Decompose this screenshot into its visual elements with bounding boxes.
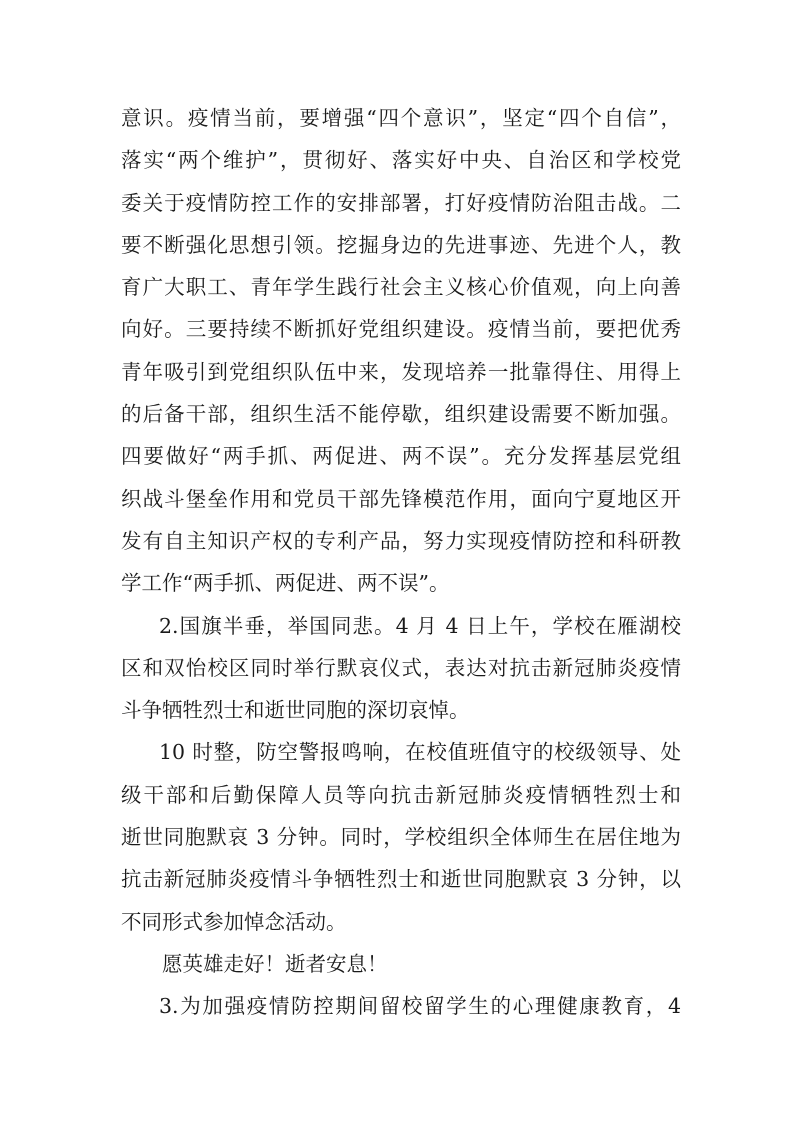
text-line: 学工作“两手抓、两促进、两不误”。 <box>121 571 450 596</box>
text-line: 的后备干部，组织生活不能停歇，组织建设需要不断加强。 <box>121 402 681 427</box>
text-line: 斗争牺牲烈士和逝世同胞的深切哀悼。 <box>121 698 470 723</box>
document-body <box>121 97 681 1028</box>
text-line: 育广大职工、青年学生践行社会主义核心价值观，向上向善 <box>121 275 681 300</box>
paragraph-first-line: 3.为加强疫情防控期间留校留学生的心理健康教育，4 <box>159 994 681 1019</box>
paragraph-first-line: 愿英雄走好！逝者安息！ <box>162 951 388 976</box>
text-line: 委关于疫情防控工作的安排部署，打好疫情防治阻击战。二 <box>121 190 681 215</box>
text-line: 逝世同胞默哀 3 分钟。同时，学校组织全体师生在居住地为 <box>121 825 681 850</box>
text-line: 织战斗堡垒作用和党员干部先锋模范作用，面向宁夏地区开 <box>121 486 681 511</box>
text-line: 要不断强化思想引领。挖掘身边的先进事迹、先进个人，教 <box>121 232 681 257</box>
text-line: 向好。三要持续不断抓好党组织建设。疫情当前，要把优秀 <box>121 317 681 342</box>
text-line: 发有自主知识产权的专利产品，努力实现疫情防控和科研教 <box>121 528 681 553</box>
text-line: 不同形式参加悼念活动。 <box>121 909 347 934</box>
text-line: 级干部和后勤保障人员等向抗击新冠肺炎疫情牺牲烈士和 <box>121 782 681 807</box>
text-line: 四要做好“两手抓、两促进、两不误”。充分发挥基层党组 <box>121 444 681 469</box>
text-line: 意识。疫情当前，要增强“四个意识”，坚定“四个自信”， <box>121 106 681 130</box>
text-line: 抗击新冠肺炎疫情斗争牺牲烈士和逝世同胞默哀 3 分钟，以 <box>121 867 681 892</box>
paragraph-first-line: 2.国旗半垂，举国同悲。4 月 4 日上午，学校在雁湖校 <box>159 613 681 638</box>
text-line: 区和双怡校区同时举行默哀仪式，表达对抗击新冠肺炎疫情 <box>121 655 681 680</box>
text-line: 青年吸引到党组织队伍中来，发现培养一批靠得住、用得上 <box>121 359 681 384</box>
paragraph-first-line: 10 时整，防空警报鸣响，在校值班值守的校级领导、处 <box>159 740 681 765</box>
text-line: 落实“两个维护”，贯彻好、落实好中央、自治区和学校党 <box>121 148 681 173</box>
